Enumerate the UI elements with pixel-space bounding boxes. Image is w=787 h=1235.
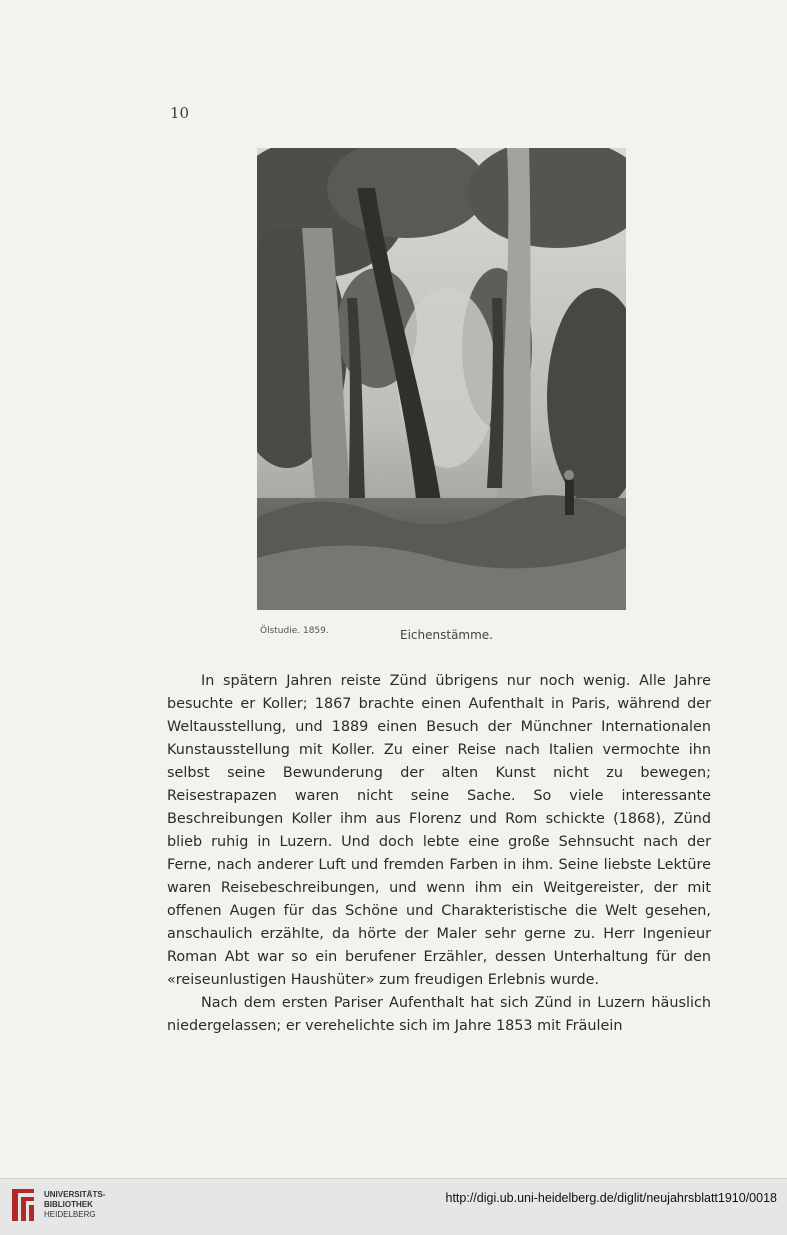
oak-trunks-illustration <box>257 148 626 610</box>
figure-caption-title: Eichenstämme. <box>400 628 493 642</box>
library-name <box>44 1190 105 1220</box>
library-name-line2: BIBLIOTHEK <box>44 1200 93 1209</box>
paragraph-1: In spätern Jahren reiste Zünd übrigens nur noch wenig. Alle Jahre besuchte er Koller; 1867 brachte einen Aufenthalt in Paris, während der Weltausstellung, und 1889 einen Besuch der Münchner Internationalen Kunstausstellung mit Koller. Zu einer Reise nach Italien vermochte ihn selbst seine Bewunderung der alten Kunst nicht zu bewegen; Reisestrapazen waren nicht seine Sache. So viele interessante Beschreibungen Koller ihm aus Florenz und Rom schickte (1868), Zünd blieb ruhig in Luzern. Und doch lebte eine große Sehnsucht nach der Ferne, nach anderer Luft und fremden Farben in ihm. Seine liebste Lektüre waren Reisebeschreibungen, und wenn ihm ein Weitgereister, der mit offenen Augen für das Schöne und Charakteristische die Welt gesehen, anschaulich erzählte, da hörte der Maler sehr gerne zu. Herr Ingenieur Roman Abt war so ein berufener Erzähler, dessen Unterhaltung für den «reiseunlustigen Haushüter» zum freudigen Erlebnis wurde. <box>167 673 711 988</box>
footer-bar <box>0 1178 787 1235</box>
university-library-logo-icon <box>8 1185 38 1225</box>
library-name-line1: UNIVERSITÄTS- <box>44 1190 106 1199</box>
paragraph-2: Nach dem ersten Pariser Aufenthalt hat sich Zünd in Luzern häuslich niedergelassen; er verehelichte sich im Jahre 1853 mit Fräulein <box>167 995 711 1034</box>
library-name-line3: HEIDELBERG <box>44 1210 96 1219</box>
figure-caption-left: Ölstudie. 1859. <box>260 626 329 636</box>
body-text <box>167 670 711 1038</box>
figure-photo <box>257 148 626 610</box>
page-number: 10 <box>170 104 190 122</box>
source-url-link[interactable]: http://digi.ub.uni-heidelberg.de/diglit/neujahrsblatt1910/0018 <box>445 1191 777 1205</box>
